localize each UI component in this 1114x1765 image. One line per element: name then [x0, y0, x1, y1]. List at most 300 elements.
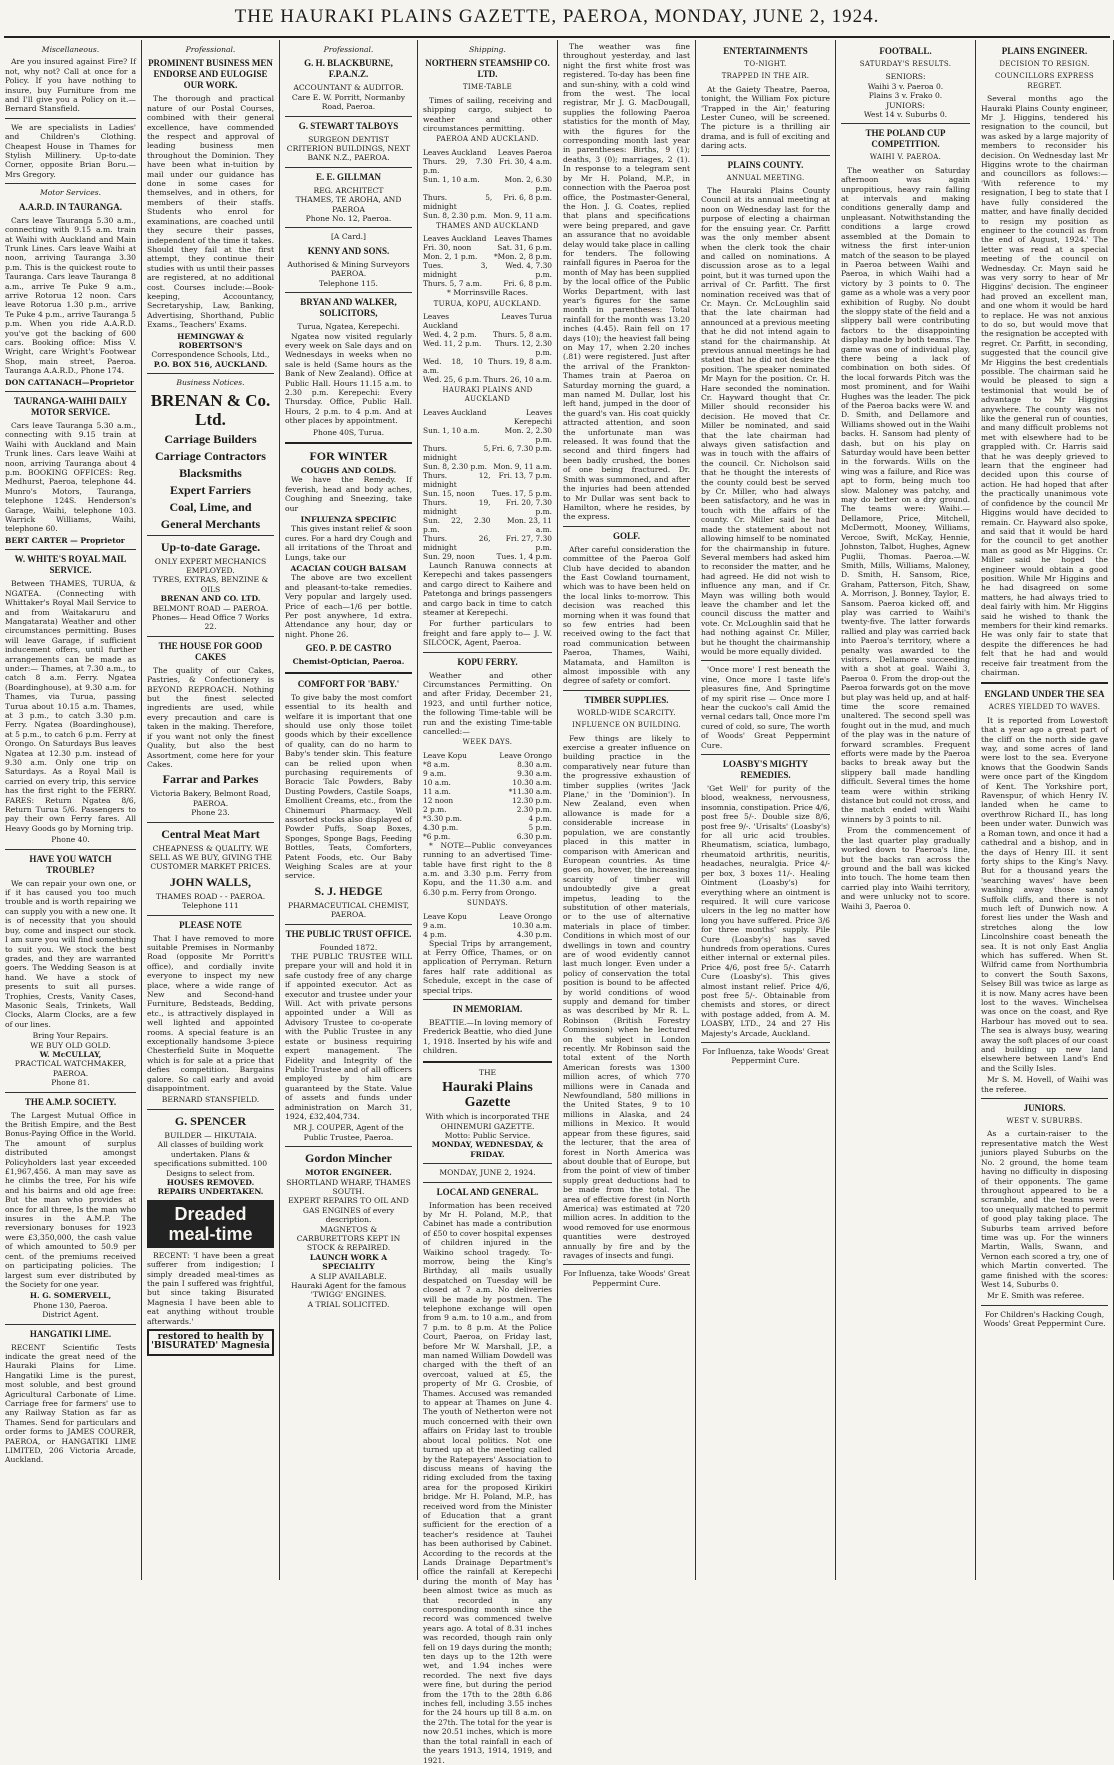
brenan-line: Blacksmiths — [179, 465, 242, 480]
tauranga-waihi-body: Cars leave Tauranga 5.30 a.m., connecting with 9.15 train at Waihi with Auckland and Main Trunk lines. Cars leave Waihi at noon, arriving Tauranga about 4 p.m. BOOKING OFFICES: Reg. Medhurst, Paeroa, telephone 44. Munro's Motors, Tauranga, telephone 124S. Henderson's Garage, Waihi, telephone 103. Warrick Williams, Waihi, telephone 60. — [5, 421, 136, 534]
divider — [147, 822, 274, 823]
lime-body: RECENT Scientific Tests indicate the great need of the Hauraki Plains for Lime. Hangatiki Lime is the purest, most soluble, and best ground Agricultural Carbonate of Lime. Carriage free for farmers' use to any Railway Station as far as Thames. Send for particulars and order forms to JAMES COURER, PAEROA, or HANGATIKI LIME LIMITED, 206 Victoria Arcade, Auckland. — [5, 1342, 136, 1465]
divider — [147, 1109, 274, 1110]
amp-body: The Largest Mutual Office in the British Empire, and the Best Bonus-Paying Office in the World. The amount of surplus distributed amongst Policyholders last year exceeded £1,967,456. A man may save as he climbs the tree, For his wife and his bairns and old age free: But the man who provides at once for all three, Is the man who insures in the A.M.P. The reversionary bonuses for 1923 were £3,350,000, the cash value of which amounted to 50.9 per cent. of the premiums received on participating policies. The largest sum ever distributed by the Society for one year. — [5, 1110, 136, 1289]
hedge-heading: S. J. HEDGE — [314, 883, 383, 898]
garage-line: BRENAN AND CO. LTD. — [160, 594, 261, 604]
ferry-table — [423, 751, 552, 841]
poland-cup-wrap: From the commencement of the last quarter play gradually worked down to Paeroa's line, but the backs ran across the ground and the ball was kicked into touch. The home team then carried play into Waihi territory, and were unlucky not to score. Waihi 3, Paeroa 0. — [841, 826, 970, 911]
section-label: Professional. — [185, 45, 236, 54]
england-sea-sub: ACRES YIELDED TO WAVES. — [988, 703, 1101, 712]
paeroa-auckland-heading: PAEROA AND AUCKLAND. — [436, 135, 539, 144]
bryan-heading: BRYAN AND WALKER, SOLICITORS, — [300, 297, 397, 319]
mincher-heading: Gordon Mincher — [305, 1151, 392, 1166]
juniors-sub: WEST V. SUBURBS. — [1006, 1117, 1083, 1126]
divider — [701, 754, 830, 755]
golf-heading: GOLF. — [613, 530, 640, 541]
table-header: Leaves Kerepechi — [514, 407, 552, 426]
table-cell: 4.30 p.m. — [423, 822, 459, 832]
table-cell: *3.30 p.m. — [423, 813, 462, 823]
garage-line: TYRES, EXTRAS, BENZINE & OILS — [152, 575, 269, 594]
divider — [981, 1098, 1108, 1099]
section-label: Motor Services. — [39, 188, 102, 198]
table-cell: 6.30 p.m. — [516, 831, 552, 841]
divider — [5, 183, 136, 184]
table-cell: Thurs. 29, 7.30 p.m. — [423, 156, 493, 175]
brenan-line: Expert Farriers — [170, 482, 251, 497]
loasby-body: 'Get Well' for purity of the blood, weakness, nervousness, insomnia, constipation. Price 4/6, post free 5/-. Double size 8/6, post free 9/-. 'Urisalts' (Loasby's) for all uric acid troubles. Rheumatism, sciatica, lumbago, rheumatoid arthritis, neuritis, headaches, neuralgia. Price 4/- per box, 3 boxes 11/-. Healing Ointment (Loasby's) for everything where an ointment is required. It will cure varicose ulcers in the leg no matter how long you have suffered. Price 3/6 for three months' supply. Pile Cure (Loasby's) has saved hundreds from operations. Cures either internal or external piles. Price 4/6, post free 5/-. Catarrh Cure (Loasby's). This gives almost instant relief. Price 4/6, post free 5/-. Obtainable from chemists and stores, or direct with postage added, from A. M. LOASBY, LTD., 24 and 27 His Majesty's Arcade, Auckland. — [701, 784, 830, 1038]
table-cell: Fri. 6, 7.30 p.m. — [491, 443, 552, 453]
local-general-heading: LOCAL AND GENERAL. — [436, 1186, 539, 1197]
local-general-body: Information has been received by Mr H. Poland, M.P., that Cabinet has made a contribution of £50 to cover hospital expenses of children injured in the Waikino school tragedy. To-morrow, being the King's Birthday, all mails usually despatched on Tuesday will be closed at 7 a.m. No deliveries will be made by postmen. The telephone exchange will open from 9 a.m. to 10 a.m., and from 7 p.m. to 8 p.m. At the Police Court, Paeroa, on Friday last, before Mr W. Marshall, J.P., a man named William Dowdell was charged with the theft of an overcoat, valued at £5, the property of Mr G. Crosbie, of Thames. Accused was remanded to appear at Thames on June 4. The youth of Netherton were not much concerned with their own affairs on Friday last to trouble about local politics. Not one turned up at the meeting called by the Ratepayers' Association to discuss means of having the riding excluded from the taxing area for the proposed Kirikiri bridge. Mr H. Poland, M.P., has received word from the Minister of Education that a grant sufficient for the erection of a teacher's residence at Tauhei has been authorised by Cabinet. According to the records at the Lands Drainage Department's office the rainfall at Kerepechi during the month of May has been almost twice as much as that recorded in any corresponding month since the record was commenced twelve years ago. A total of 8.31 inches was recorded, though rain only fell on 19 days during the month; ten days up to the 12th were wet, and 1.94 inches were recorded. The next five days were fine, but during the period from the 17th to the 28th 6.86 inches fell, including 3.55 inches for the 24 hours up till 8 a.m. on the 27th. The total for the year is now 20.51 inches, which is more than the total rainfall in each of the years 1913, 1914, 1919, and 1921. — [423, 1200, 552, 1765]
sunday-table — [423, 912, 552, 939]
section-label: Shipping. — [469, 45, 506, 54]
white-mail-phone: Phone 40. — [51, 835, 90, 845]
table-cell: *Mon. 2, 8 p.m. — [493, 252, 552, 262]
ferry-sundays: SUNDAYS. — [467, 899, 508, 908]
juniors-heading: JUNIORS. — [1023, 1103, 1066, 1114]
plains-auckland-contact: For further particulars to freight and fare apply to— J. W. SILCOCK, Agent, Paeroa. — [423, 619, 552, 648]
nsc-heading: NORTHERN STEAMSHIP CO. LTD. — [425, 58, 550, 80]
prominent-address: P.O. BOX 516, AUCKLAND. — [153, 359, 268, 369]
table-cell: 8.30 a.m. — [517, 759, 552, 769]
spencer-heading: G. SPENCER — [174, 1113, 247, 1128]
table-cell: Mon. 2, 6.30 p.m. — [504, 174, 552, 193]
divider — [147, 535, 274, 536]
trust-body: THE PUBLIC TRUSTEE WILL prepare your will and hold it in safe custody free of any charge if appointed executor. Act as executor and trustee under your Will. Act with private persons appointed under a Will as Advisory Trustee to co-operate with the Public Trustee in any estate or business requiring expert management. The Fidelity and Integrity of the Public Trustee and of all officers employed by him are guaranteed by the State. Value of assets and funds under administration on March 31, 1924, £32,404,734. — [285, 952, 412, 1121]
table-cell: Thurs. 5, 8 a.m. — [492, 330, 552, 340]
plains-engineer-heading: PLAINS ENGINEER. — [1001, 46, 1088, 56]
prominent-body: The thorough and practical nature of our Postal Courses, combined with their general excellence, have commended the respect and approval of leading business men throughout the Dominion. They have been what in-tuition by mail under our guidance has done in some cases for themselves, and in others, for members of their staffs. Students who enrol for examinations, are coached until they secure their passes, independent of the time it takes. Should they fail at the first attempt, they continue their studies with us until their passes are registered, at no additional cost. Courses include:—Book-keeping, Accountancy, Secretaryship, Law, Banking, Advertising, Shorthand, Public Exams., Teachers' Exams. — [147, 94, 275, 330]
trust-heading: THE PUBLIC TRUST OFFICE. — [285, 928, 412, 939]
castro-heading: GEO. P. DE CASTRO — [305, 643, 392, 654]
note-body: That I have removed to more suitable Premises in Normanby Road (opposite Mr Porritt's office), and cordially invite everyone to inspect my new place, where a wide range of New and Second-hand Furniture, Bedsteads, Bedding, etc., is attractively displayed in well lighted and appointed rooms. A special feature is an exceptionally handsome 3-piece Chesterfield Suite in Moquette which is for sale at a price that defies competition. Bargains galore. So call early and avoid disappointment. — [147, 933, 274, 1094]
gazette-date: MONDAY, JUNE 2, 1924. — [439, 1168, 536, 1178]
watch-buy: WE BUY OLD GOLD. — [30, 1040, 111, 1050]
divider — [147, 915, 274, 916]
talboys-heading: G. STEWART TALBOYS — [298, 120, 399, 131]
farrar-phone: Phone 23. — [191, 808, 230, 818]
timber-heading: TIMBER SUPPLIES. — [584, 694, 669, 705]
column-6 — [696, 40, 836, 1580]
brenan-line: Carriage Contractors — [155, 448, 266, 463]
england-sea-heading: ENGLAND UNDER THE SEA — [984, 689, 1105, 700]
table-header: Leave Orongo — [499, 750, 552, 760]
gazette-sub: With which is incorporated THE OHINEMURI GAZETTE. — [425, 1112, 550, 1131]
bryan-phone: Phone 40S, Turua. — [312, 427, 385, 437]
table-cell: Sun. 29, noon — [423, 551, 475, 561]
spencer-body: All classes of building work undertaken. Plans & specifications submitted. 100 Designs to select from. — [153, 1140, 268, 1178]
prominent-sub: Correspondence Schools, Ltd., — [151, 350, 270, 360]
poland-cup-heading: THE POLAND CUP COMPETITION. — [865, 128, 946, 150]
table-cell: Thurs. 26, 10 a.m. — [483, 375, 552, 385]
football-result: Waihi 3 v. Paeroa 0. — [867, 81, 944, 91]
divider — [423, 999, 552, 1000]
white-mail-heading: W. WHITE'S ROYAL MAIL SERVICE. — [14, 554, 127, 576]
table-cell: Fri. 30, noon — [423, 243, 472, 253]
spencer-foot: HOUSES REMOVED. REPAIRS UNDERTAKEN. — [157, 1177, 264, 1197]
divider — [841, 123, 970, 124]
table-cell: *6 p.m. — [423, 831, 451, 841]
meat-address: THAMES ROAD - - PAEROA. — [155, 891, 266, 901]
table-cell: Mon. 9, 11 a.m. — [493, 461, 552, 471]
section-label: Miscellaneous. — [41, 45, 100, 54]
trust-sign: MR J. COUPER, Agent of the Public Trustee, Paeroa. — [293, 1123, 404, 1142]
table-cell: Thurs. 5, 7 a.m. — [423, 279, 483, 289]
table-cell: Thurs. 12, midnight — [423, 470, 491, 489]
timber-sub: INFLUENCE ON BUILDING. — [571, 721, 682, 730]
divider — [423, 1163, 552, 1164]
watch-body: We can repair your own one, or if it has caused you too much trouble and is worth repairing we can supply you with a new one. It is of necessity that you should buy, come and inspect our stock. I am sure you will find something to suit you. We stock the best grades, and they are warranted goers. The Wedding Season is at hand. We have a stock of presents to suit all purses. Trophies, Crests, Vanity Cases, Masonic Seals, Trinkets, Wall Clocks, Alarm Clocks, are a few of our lines. — [5, 878, 136, 1029]
plains-county-heading: PLAINS COUNTY. — [727, 159, 804, 170]
table-cell: 12 noon — [423, 795, 454, 805]
divider — [285, 227, 412, 228]
watch-trade: PRACTICAL WATCHMAKER, PAEROA. — [14, 1059, 127, 1078]
kenny-role: Authorised & Mining Surveyors PAEROA. — [287, 259, 410, 279]
farrar-address: Victoria Bakery, Belmont Road, PAEROA. — [150, 789, 271, 808]
table-cell: 10.30 a.m. — [512, 777, 552, 787]
amp-phone: Phone 130, Paeroa. — [33, 1300, 108, 1310]
gillman-address: THAMES, TE AROHA, AND PAEROA — [295, 195, 402, 214]
plains-auckland-heading: HAURAKI PLAINS AND AUCKLAND — [442, 386, 533, 404]
table-cell: Fri. 20, 7.30 p.m. — [505, 497, 552, 516]
entertainments-title: TRAPPED IN THE AIR. — [721, 72, 810, 81]
table-cell: Sun. 1, 10 a.m. — [423, 174, 480, 184]
table-cell: 2 p.m. — [423, 804, 447, 814]
table-cell: 4.30 p.m. — [516, 929, 552, 939]
dreaded-foot: restored to health by 'BISURATED' Magnesia — [147, 1329, 274, 1356]
brenan-heading: BRENAN & Co. Ltd. — [150, 390, 271, 429]
divider — [285, 672, 412, 674]
dreaded-heading: Dreaded meal-time — [147, 1200, 274, 1248]
table-cell: Wed. 4, 2 p.m. — [423, 330, 477, 340]
table-cell: 9.30 a.m. — [517, 768, 552, 778]
prominent-name: HEMINGWAY & ROBERTSON'S — [177, 331, 244, 350]
section-label: Professional. — [323, 45, 374, 54]
table-cell: Wed. 18, 10 a.m. — [423, 357, 483, 376]
table-header: Leaves Thames — [494, 234, 552, 244]
table-cell: 12.30 p.m. — [512, 795, 552, 805]
influenza-note: For Influenza, take Woods' Great Peppermint Cure. — [702, 1047, 829, 1066]
table-cell: Tues. 1, 4 p.m. — [496, 551, 552, 561]
balsam-heading: ACACIAN COUGH BALSAM — [290, 564, 407, 574]
table-cell: Tues. 17, 5 p.m. — [491, 488, 552, 498]
table-cell: Sun. 8, 2.30 p.m. — [423, 210, 487, 220]
watch-phone: Phone 81. — [51, 1078, 90, 1088]
divider — [981, 1305, 1108, 1306]
table-header: Leaves Turua — [501, 312, 552, 322]
table-cell: 10.30 a.m. — [512, 920, 552, 930]
watch-name: W. McCULLAY, — [39, 1049, 102, 1059]
spencer-role: BUILDER — HIKUTAIA. — [164, 1130, 257, 1140]
mincher-role: MOTOR ENGINEER. — [305, 1168, 392, 1178]
table-cell: Wed. 4, 7.30 p.m. — [505, 261, 552, 280]
poland-cup-body: The weather on Saturday afternoon was again unpropitious, heavy rain falling at intervals and making conditions generally damp and unpleasant. Notwithstanding the conditions a large crowd assembled at the Domain to witness the first inter-union match of the season to be played in Paeroa between Waihi and Paeroa, in which Waihi had a victory by 3 points to 0. The game as a whole was a very poor exhibition of Rugby. No doubt the sloppy state of the field and a slippery ball were contributing factors to the disappointing display made by both teams. The game was one of individual play, there being a lack of combination on both sides. Of the local forwards Pitch was the most prominent, and for Waihi Hughes was the leader. The pick of the Paeroa backs were W. and D. Smith, and Dellamore and Williams showed out in the Waihi backs. H. Sansom had plenty of dash, but on his play on Saturday would have been better in the forwards. Wills on the wing was a failure, and Rice was apt to form, being much too slow. Maloney was patchy, and may do better on a dry ground. The teams were: Waihi.—Dellamore, Price, Mitchell, McDermott, Mooney, Williams, Vercoe, Swift, McKay, Hennie, Johnston, Talbot, Hughes, Agnew Puglii, Thomas. Paeroa.—W. Smith, Mills, Williams, Maloney, D. Smith, H. Sansom, Rice, Graham, Patterson, Fitch, Shaw, A. Morrison, J. Bonney, Taylor, E. Sansom. Paeroa kicked off, and play was carried to Waihi's twenty-five. The latter forwards rallied and play was carried back into Paeroa's territory, where a penalty was awarded to the visitors. Dellamore succeeding with a shot at goal. Waihi 3, Paeroa 0. From the drop-out the Paeroa forwards got on the move but play was held up, and at half-time the score remained unaltered. The second spell was fought out in the mud, and much of the play was in the nature of forward scrambles. Frequent efforts were made by the Paeroa backs to break away but the slippery ball made handling difficult. Several times the home team were within striking distance but could not cross, and the match ended with Waihi winners by 3 points to nil. — [841, 165, 970, 824]
farrar-heading: Farrar and Parkes — [162, 772, 259, 787]
table-cell: Sun. 8, 2.30 p.m. — [423, 461, 487, 471]
table-cell: Fri. 13, 7 p.m. — [498, 470, 552, 480]
divider — [423, 652, 552, 653]
note-sign: BERNARD STANSFIELD. — [161, 1095, 260, 1105]
divider — [285, 924, 412, 925]
blackburne-heading: G. H. BLACKBURNE, F.P.A.N.Z. — [304, 58, 393, 80]
divider — [5, 849, 136, 850]
football-sub: SATURDAY'S RESULTS. — [859, 60, 952, 68]
amp-name: H. G. SOMERVELL, — [29, 1291, 112, 1301]
castro-role: Chemist-Optician, Paeroa. — [292, 657, 405, 667]
divider — [147, 636, 274, 637]
ladies-clothing-ad: We are specialists in Ladies' and Children's Clothing. Cheapest House in Thames for Stylish Millinery. Up-to-date Corner, opposite Brian Boru.—Mrs Gregory. — [5, 122, 136, 179]
section-label: Business Notices. — [176, 378, 245, 388]
ferry-weekdays: WEEK DAYS. — [462, 738, 513, 747]
lime-heading: HANGATIKI LIME. — [29, 1328, 112, 1339]
table-header: Leaves Auckland — [423, 407, 487, 417]
table-cell: *8 a.m. — [423, 759, 450, 769]
loasby-heading: LOASBY'S MIGHTY REMEDIES. — [722, 759, 809, 781]
divider — [423, 1061, 552, 1063]
bryan-body: Ngatea now visited regularly every week on Sale days and on Wednesdays in weeks when no sale is held (Same hours as the Bank of New Zealand). Office at Public Hall. Hours 11.15 a.m. to 2.30 p.m. Kerepechi: Every Thursday. Office, Public Hall. Hours, 2 p.m. to 4 p.m. And at other places by appointment. — [285, 331, 412, 426]
table-cell: Mon. 2, 2.30 p.m. — [504, 425, 552, 444]
cakes-heading: THE HOUSE FOR GOOD CAKES — [158, 640, 263, 662]
divider — [285, 292, 412, 293]
dreaded-body: RECENT: 'I have been a great sufferer from indigestion; I simply dreaded meal-times as the pain I suffered was frightful, but since taking Bisurated Magnesia I have been able to eat anything without trouble afterwards.' — [147, 1250, 274, 1326]
hedge-role: PHARMACEUTICAL CHEMIST, PAEROA. — [287, 900, 410, 920]
table-cell: Sun. 22, 2.30 p.m. — [423, 515, 491, 534]
table-cell: Mon. 9, 11 a.m. — [493, 210, 552, 220]
table-cell: Thurs. 12, 2.30 p.m. — [494, 339, 552, 358]
note-heading: PLEASE NOTE — [179, 919, 242, 930]
entertainments-sub: TO-NIGHT. — [744, 60, 787, 68]
gillman-heading: E. E. GILLMAN — [315, 171, 381, 182]
column-8 — [976, 40, 1114, 1580]
insurance-ad: Are you insured against Fire? If not, why not? Call at once for a Policy. If you have nothing to insure, buy Furniture from me and I'll give you a Policy on it.—Bernard Stansfield. — [5, 57, 136, 114]
paeroa-auckland-table — [423, 148, 552, 220]
gazette-the: THE — [478, 1067, 497, 1077]
memoriam-heading: IN MEMORIAM. — [452, 1004, 523, 1015]
white-mail-body: Between THAMES, TURUA, & NGATEA. (Connecting with Whittaker's Royal Mail Service to and from Waitakaruru and Mangatarata) Weather and other circumstances permitting. Buses will leave Garage, if sufficient inducement offers, until further arrangements can be made as under:— Thames, at 7.30 a.m., to catch 8 a.m. Ferry. Ngatea (Boardinghouse), at 9.30 a.m. for Thames, via Turua, passing Turua about 10.15 a.m. Thames, at 3 p.m., to catch 3.30 p.m. Ferry. Ngatea (Boardinghouse), at 5 p.m., to catch 6 p.m. Ferry at Orongo. On Saturdays Bus leaves Ngatea at 12.30 p.m. instead of 9.30 a.m. Only one trip on Saturdays. As a Royal Mail is carried on every trip, this service has the first right to the FERRY. FARES: Return Ngatea 8/6, Return Turua 5/6. Passengers to pay their own Ferry fares. All Heavy Goods go by Morning trip. — [5, 579, 136, 833]
gazette-motto: Motto: Public Service. — [444, 1130, 531, 1140]
juniors-body: As a curtain-raiser to the representative match the West juniors played Suburbs on the No. 2 ground, the home team having no difficulty in disposing of their opponents. The game throughout appeared to be a scramble, and the teams were too unequally matched to permit of good play taking place. The Suburbs team arrived before time was up. For the winners Martin, Walls, Swann, and Vernon each scored a try, one of which Martin converted. The game finished with the scores: West 14, Suburbs 0. — [981, 1129, 1108, 1289]
turua-kopu-table — [423, 312, 552, 384]
table-cell: Fri. 30, 4 a.m. — [499, 156, 552, 166]
table-header: Leaves Auckland — [423, 312, 458, 331]
table-cell: Thurs. 19, midnight — [423, 497, 491, 516]
football-result: Plains 3 v. Frako 0. — [868, 91, 943, 101]
table-cell: 4 p.m. — [423, 929, 447, 939]
table-cell: 9 a.m. — [423, 768, 447, 778]
ferry-heading: KOPU FERRY. — [457, 656, 518, 667]
column-5 — [558, 40, 696, 1580]
garage-heading: Up-to-date Garage. — [160, 539, 261, 554]
trust-sub: Founded 1872. — [319, 942, 378, 952]
table-cell: 4 p.m. — [528, 813, 552, 823]
brenan-line: General Merchants — [160, 516, 261, 531]
meat-phone: Telephone 111 — [182, 901, 239, 911]
nsc-note: Times of sailing, receiving and shipping cargo, subject to weather and other circumstances permitting. — [423, 95, 552, 134]
once-more-verse: 'Once more' I rest beneath the vine, Once more I taste life's pleasures fine, And Springtime of my spirit rise — Once more I hear the cuckoo's call Amid the vernal cedars tall, Once more I'm cured of cold, so sure, The worth of Woods' Great Peppermint Cure. — [701, 665, 830, 750]
table-cell: 10 a.m. — [423, 777, 451, 787]
table-cell: Fri. 6, 8 p.m. — [503, 192, 552, 202]
divider — [563, 690, 690, 691]
divider — [285, 167, 412, 168]
table-cell: Mon. 23, 11 a.m. — [507, 515, 552, 534]
column-2 — [142, 40, 280, 1580]
ferry-note-2: * NOTE—Public conveyances running to an advertised Time-table have first right to the 8 a.m. and 3.30 p.m. Ferry from Kopu, and the 11.30 a.m. and 6.30 p.m. Ferry from Orongo. — [423, 840, 552, 897]
table-cell: 2.30 p.m. — [516, 804, 552, 814]
mincher-address: SHORTLAND WHARF, THAMES SOUTH. — [286, 1177, 411, 1196]
bryan-sub: Turua, Ngatea, Kerepechi. — [297, 322, 400, 332]
sunday-note: Special Trips by arrangement, at Ferry Office, Thames, or on application of Perryman. Return fares half rate additional as Schedule, except in the case of special trips. — [423, 938, 552, 995]
column-3 — [280, 40, 418, 1580]
amp-role: District Agent. — [42, 1310, 99, 1320]
timber-body: Few things are likely to exercise a greater influence on building practice in the comparatively near future than the progressive exhaustion of timber supplies (writes 'Jack Plane,' in the 'Dominion'). In New Zealand, even when allowance is made for a considerable increase in population, we are constantly placed in this matter in comparison with American and European countries. As time goes on, however, the increasing scarcity of timber will undoubtedly give a great impetus, leading to the substitution of other materials, or to the use of alternative materials in place of timber. Conditions in which most of our dwellings in town and country are of wood evidently cannot last much longer. Even under a policy of conservation the total position is bound to be affected by world conditions of wood supply and demand for timber as was described by Mr R. L. Robinson (British Forestry Commission) when he lectured on the subject in London recently. Mr Robinson said the total extent of the North American forests was 1300 million acres, of which 770 millions were in Canada and Newfoundland, 580 millions in the United States, 9 to 10 millions in Alaska, and 24 millions in Mexico. It would appear from these figures, said the lecturer, that the area of forest in North America was about double that of Europe, but from the point of view of timber supply great deductions had to be made from the total. The area of effective forest (in North America) was estimated at 720 million acres. In addition to the wood removed for use enormous quantities were destroyed annually by fire and by the ravages of insects and fungi. — [563, 733, 690, 1260]
winter-body-2: This gives instant relief & soon cures. For a hard dry Cough and all irritations of the Throat and Lungs, take our — [285, 524, 412, 562]
mincher-line: Hauraki Agent for the famous 'TWIGG' ENGINES. — [290, 1281, 406, 1300]
gillman-role: REG. ARCHITECT — [313, 185, 384, 195]
mincher-line: A TRIAL SOLICITED. — [307, 1299, 390, 1309]
entertainments-heading: ENTERTAINMENTS — [723, 46, 808, 56]
mincher-line: MAGNETOS & CARBURETTORS KEPT IN STOCK & REPAIRED. — [296, 1224, 401, 1253]
watch-heading: HAVE YOU WATCH TROUBLE? — [29, 853, 112, 875]
plains-county-sub: ANNUAL MEETING. — [726, 173, 805, 182]
divider — [701, 1042, 830, 1043]
table-header: Leaves Paeroa — [497, 147, 552, 157]
plains-county-body: The Hauraki Plains County Council at its annual meeting at noon on Wednesday last for the purpose of electing a chairman for the ensuing year. Cr. Parfitt was the only member absent when the clerk took the chair and called on nominations. A discussion arose as to a legal point, but it was turned upon the arrival of Cr. Parfitt. The first nomination received was that of Cr. Mayn. Cr. McLoughlin said that the late chairman had announced at a previous meeting that he did not intend again to stand for the chairmanship. At previous annual meetings he had stated that he did not desire the position. The speaker nominated Mr Mayn for the position. Cr. H. Hare seconded the nomination. Cr. Hayward thought that Cr. Miller should reconsider his decision. He moved that Cr. Miller be nominated, and said that the late chairman had always given satisfaction and was in touch with the affairs of the council. Cr. Nicholson said that he thought the interests of the county could best be served by Cr. Miller, who had always been satisfactory, and he was in touch with the affairs of the county. Cr. Miller said he had made the statement about not allowing himself to be nominated for the chairmanship in future. Several members had asked him to reconsider the matter, and he had agreed. He did not wish to influence any man, and if Cr. Mayn was willing both would leave the chamber and let the council discuss the matter and vote. Cr. McLoughlin said that he had nothing against Cr. Miller, but he thought the chairmanship would be more equally divided. — [701, 186, 830, 656]
divider — [5, 118, 136, 119]
tauranga-waihi-heading: TAURANGA-WAIHI DAILY MOTOR SERVICE. — [13, 396, 128, 417]
plains-engineer-sub: DECISION TO RESIGN. — [999, 60, 1090, 68]
table-cell: Fri. 6, 8 p.m. — [503, 279, 552, 289]
aard-heading: A.A.R.D. IN TAURANGA. — [19, 201, 122, 212]
referee-note: Mr S. M. Hovell, of Waihi was the referee. — [981, 1075, 1108, 1094]
thames-auckland-heading: THAMES AND AUCKLAND — [436, 221, 539, 230]
table-cell: Sun. 1, 10 a.m. — [423, 425, 480, 435]
divider — [5, 549, 136, 550]
divider — [701, 155, 830, 156]
cakes-body: The quality of our Cakes, Pastries, & Confectionery is BEYOND REPROACH. Nothing but the finest selected ingredients are used, while every precaution and care is taken in the making. Therefore, if you want not only the finest Quality, but also the best Assortment, come here for your Cakes. — [147, 665, 274, 769]
baby-body: To give baby the most comfort essential to its health and welfare it is important that one should use only those toilet goods which by their excellence of quality, can do no harm to Baby's tender skin. This feature can be relied upon when purchasing requirements of Boracic Talc Powders, Baby Dusting Powders, Castile Soaps, Emollient Creams, etc., from the Chinemuri Pharmacy. Well assorted stocks also displayed of Powder Puffs, Soap Boxes, Sponges, Sponge Bags, Feeding Bottles, Teats, Comforters, Patent Foods, etc. Our Baby Weighing Scales are at your service. — [285, 692, 412, 881]
winter-sub: COUGHS AND COLDS. — [300, 465, 397, 475]
gazette-name: Hauraki Plains Gazette — [442, 1080, 533, 1111]
winter-name: INFLUENZA SPECIFIC — [300, 515, 397, 524]
winter-body: We have the Remedy. If feverish, head and body aches, Coughing and Sneezing, take our — [285, 475, 412, 513]
football-seniors: SENIORS: — [885, 72, 926, 82]
garage-line: Phones— Head Office 7 Works 22. — [151, 613, 270, 632]
kenny-card: [A Card.] — [330, 232, 367, 242]
amp-heading: THE A.M.P. SOCIETY. — [24, 1096, 117, 1107]
mincher-line: A SLIP AVAILABLE. — [310, 1271, 387, 1281]
influenza-note: For Influenza, take Woods' Great Peppermint Cure. — [563, 1269, 690, 1288]
column-7 — [836, 40, 976, 1580]
mincher-line: LAUNCH WORK A SPECIALITY — [309, 1252, 388, 1272]
divider — [5, 1324, 136, 1325]
tauranga-waihi-proprietor: BERT CARTER — Proprietor — [5, 535, 125, 545]
table-cell: Thurs. 5, midnight — [423, 443, 491, 462]
timber-sub: WORLD-WIDE SCARCITY. — [577, 708, 676, 717]
garage-line: ONLY EXPERT MECHANICS EMPLOYED. — [154, 556, 267, 575]
england-sea-body: It is reported from Lowestoft that a year ago a great part of the cliff on the north side gave way, and some acres of land were lost to the sea. Everyone knows that the Goodwin Sands were once part of the Kingdom of Kent. The Yorkshire port, Ravenspur, of which Henry IV. landed when he came to overthrow Richard II., has long been under water. Dunwich was a Roman town, and once it had a cathedral and a bishop, and in the days of Henry III. it sent forty ships to the King's Navy. But for a thousand years the 'searching waves' have been washing away those sandy Suffolk cliffs, and there is not much left of Dunwich now. A forest lies under the Wash and stretches along the low Lincolnshire coast beneath the sea. It is not only East Anglia which has suffered. When St. Wilfrid came from Northumbria to convert the South Saxons, Selsey Bill was twice as large as it is now. Many acres have been lost to the waves. Winchelsea was once on the coast, and Rye Harbour has moved out to sea. The sea is always busy, wearing away the soft places of our coast and building up new land elsewhere between Land's End and the Scilly Isles. — [981, 715, 1108, 1073]
table-header: Leaves Auckland — [423, 234, 487, 244]
meat-body: CHEAPNESS & QUALITY. WE SELL AS WE BUY, GIVING THE CUSTOMER MARKET PRICES. — [149, 843, 272, 872]
divider — [5, 1092, 136, 1093]
masthead-rule — [4, 36, 1110, 38]
table-header: Leaves Auckland — [423, 147, 487, 157]
nsc-sub: TIME-TABLE — [462, 83, 513, 92]
table-cell: Tues. 3, midnight — [423, 261, 488, 280]
table-cell: Thurs. 19, 8 a.m. — [488, 357, 552, 367]
memoriam-body: BEATTIE.—In loving memory of Frederick Beattie, who died June 1, 1918. Inserted by his wife and children. — [423, 1018, 552, 1056]
table-cell: Sun. 15, noon — [423, 488, 475, 498]
football-result: West 14 v. Suburbs 0. — [863, 110, 948, 120]
table-header: Leave Kopu — [423, 750, 467, 760]
blackburne-address: Care E. W. Porritt, Normanby Road, Paeroa. — [291, 92, 406, 112]
plains-engineer-sub: COUNCILLORS EXPRESS REGRET. — [995, 72, 1094, 90]
table-cell: Wed. 25, 6 p.m. — [423, 375, 482, 385]
table-cell: 11 a.m. — [423, 786, 451, 796]
football-heading: FOOTBALL. — [879, 46, 932, 56]
local-general-continued: The weather was fine throughout yesterday, and last night the first white frost was registered. To-day has been fine and sun-shiny, with a cold wind from the west. The local registrar, Mr J. G. MacDougall, supplies the following Paeroa statistics for the month of May, with the figures for the corresponding month last year in parentheses: Births, 9 (1); deaths, 3 (0); marriages, 2 (1). In response to a telegram sent by Mr H. Poland, M.P., in connection with the Paeroa post office, the Postmaster-General, the Hon. J. G. Coates, replied that plans and specifications were being prepared, and gave an assurance that no avoidable delay would take place in calling for tenders. The following rainfall figures in Paeroa for the month of May has been supplied by the local office of the Public Works Department, with last year's figures for the same month in parentheses: Total rainfall for the month was 13.20 inches (4.45). Rain fell on 17 days (10); the heaviest fall being on May 17, when 2.20 inches (.81) were registered. Just after the arrival of the Frankton-Thames train at Paeroa on Saturday morning the guard, a man named M. Dullar, lost his left hand, jumped in the door of the guard's van. His coat quickly attracted attention, and soon the unfortunate man was released. It was found that the second and third fingers had been badly crushed, the bones of one being fractured. Dr. Smith was summoned, and after the injuries had been attended to Mr Dullar was sent back to Hamilton, where he resides, by the express. — [563, 42, 690, 522]
winter-heading: FOR WINTER — [309, 448, 388, 463]
divider — [285, 442, 412, 444]
divider — [981, 682, 1108, 684]
table-cell: Mon. 2, 1 p.m. — [423, 252, 478, 262]
divider — [563, 1264, 690, 1265]
golf-body: After careful consideration the committee of the Paeroa Golf Club have decided to abandon the East Cowland tournament, which was to have been held on the local links to-morrow. This decision was reached this morning when it was found that so few entries had been received owing to the fact that road communication between Paeroa, Thames, Waihi, Matamata, and Hamilton is almost impossible with any degree of safety or comfort. — [563, 544, 690, 686]
aard-proprietor: DON CATTANACH—Proprietor — [5, 377, 134, 387]
table-header: Leave Kopu — [423, 911, 467, 921]
poland-cup-sub: WAIHI V. PAEROA. — [869, 153, 942, 162]
prominent-heading: PROMINENT BUSINESS MEN ENDORSE AND EULOGISE OUR WORK. — [148, 58, 273, 91]
ferry-note: Weather and other Circumstances Permitting. On and after Friday, December 21, 1923, and until further notice, the following Time-table will be run and the existing Time-table cancelled:— — [423, 670, 552, 736]
column-4 — [418, 40, 558, 1765]
cough-note: For Children's Hacking Cough, Woods' Great Peppermint Cure. — [983, 1309, 1106, 1329]
table-cell: Thurs. 26, midnight — [423, 533, 491, 552]
divider — [285, 116, 412, 117]
talboys-address: CRITERION BUILDINGS, NEXT BANK N.Z., PAEROA. — [286, 144, 411, 163]
table-cell: Wed. 11, 2 p.m. — [423, 339, 482, 349]
juniors-referee: Mr E. Smith was referee. — [987, 1291, 1085, 1301]
table-cell: 9 a.m. — [423, 920, 447, 930]
divider — [5, 391, 136, 392]
thames-auckland-note: * Morrinsville Races. — [447, 288, 528, 298]
thames-auckland-table — [423, 234, 552, 288]
divider — [147, 373, 274, 374]
football-juniors: JUNIORS: — [886, 100, 925, 110]
plains-engineer-body: Several months ago the Hauraki Plains County engineer, Mr J. Higgins, tendered his resignation to the council, but was asked by a large majority of members to reconsider his decision. On Wednesday last Mr Higgins wrote to the chairman and councillors as follows:— 'With reference to my resignation, I beg to state that I have fully considered the matter, and have finally decided to resign my position as engineer to the council as from the end of August, 1924.' The letter was read at a special meeting of the council on Wednesday. Cr. Mayn said he was very sorry to hear of Mr Higgins' decision. The engineer had proved an excellent man, and one whom it would be hard to replace. He was not anxious to do so, but would move that the resignation be accepted with regret. Cr. Parfitt, in seconding, suggested that the council give Mr Higgins the best credentials possible. The chairman said he would be pleased to sign a testimonial that would be of advantage to Mr Higgins anywhere. The county was not like the general run of counties, and many difficult problems not met with elsewhere had to be grappled with. Cr. Harris said that he was deeply grieved to learn that the engineer had decided upon this course of action. He had hoped that after the practically unanimous vote of confidence by the council Mr Higgins would have decided to remain. Cr. Hayward also spoke, and said that it would be hard for the council to get another man as good as Mr Higgins. Cr. Miller said he hoped the engineer would obtain a good position. While Mr Higgins and he had disagreed on some matters, he had always tried to deal fairly with him. Mr Higgins said he wished to thank the members for their kind remarks. He was only fair to state that despite the differences he had felt that he had and would receive fair treatment from the chairman. — [981, 94, 1108, 677]
divider — [285, 1146, 412, 1147]
brenan-line: Coal, Lime, and — [169, 499, 252, 514]
balsam-body: The above are two excellent and pleasant-to-take remedies. Very popular and largely used. Price of each—1/6 per bottle. Per post anywhere, 1d extra. Attendance any hour, day or night. Phone 26. — [285, 573, 412, 639]
table-cell: Sat. 31, 6 p.m. — [497, 243, 552, 253]
mincher-line: EXPERT REPAIRS TO OIL AND GAS ENGINES of every description. — [288, 1196, 409, 1225]
baby-heading: COMFORT FOR 'BABY.' — [297, 678, 400, 689]
kenny-phone: Telephone 115. — [319, 278, 378, 288]
garage-line: BELMONT ROAD — PAEROA. — [152, 603, 269, 613]
divider — [563, 526, 690, 527]
masthead: THE HAURAKI PLAINS GAZETTE, PAEROA, MONDAY, JUNE 2, 1924. — [234, 6, 880, 27]
turua-kopu-heading: TURUA, KOPU, AUCKLAND. — [433, 299, 542, 308]
table-cell: *11.30 a.m. — [508, 786, 552, 796]
divider — [423, 1182, 552, 1183]
divider — [701, 660, 830, 661]
table-cell: Fri. 27, 7.30 p.m. — [505, 533, 552, 552]
watch-bring: Bring Your Repairs. — [32, 1031, 109, 1041]
aard-body: Cars leave Tauranga 5.30 a.m., connecting with 9.15 a.m. train at Waihi with Auckland and Main Trunk Lines. Cars leave Waihi at noon, arriving Tauranga 3.30 p.m. This is the quickest route to Tauranga. Cars leave Tauranga 8 a.m., arrive Te Puke 9 a.m., arrive Rotorua 12 noon. Cars leave Rotorua 1.30 p.m., arrive Te Puke 4 p.m., arrive Tauranga 5 p.m. When you ride A.A.R.D. you've got the backing of 600 cars. Booking office: Miss V. Wright, care Wright's Footwear Shop, main street, Paeroa. Tauranga A.A.R.D., Phone 174. — [5, 215, 136, 376]
table-header: Leave Orongo — [499, 911, 552, 921]
column-1 — [0, 40, 142, 1580]
meat-name: JOHN WALLS, — [169, 874, 252, 889]
table-cell: 5 p.m. — [528, 822, 552, 832]
